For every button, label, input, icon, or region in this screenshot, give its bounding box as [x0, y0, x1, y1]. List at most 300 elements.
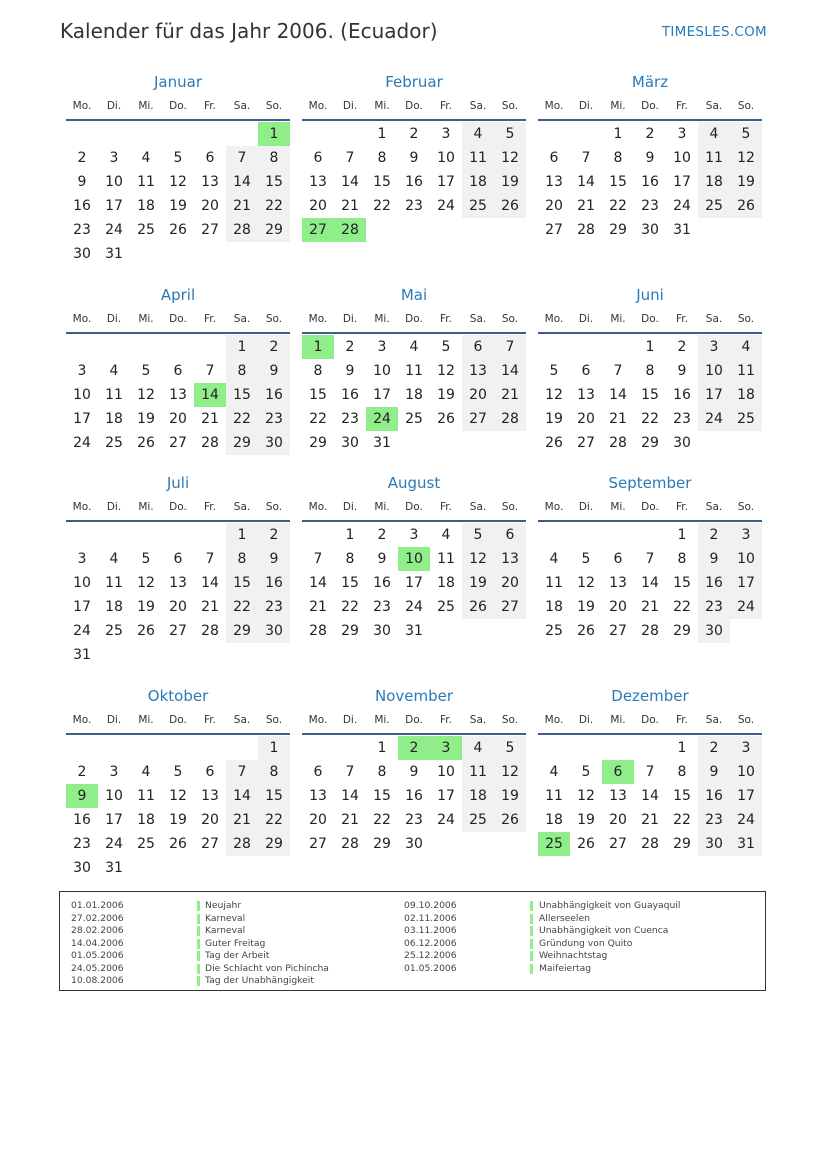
day-cell: 19	[437, 387, 455, 403]
day-cell: 13	[577, 387, 595, 403]
month-februar	[302, 71, 526, 242]
day-cell: 5	[494, 736, 526, 760]
day-cell: 19	[577, 812, 595, 828]
day-cell: 3	[730, 523, 762, 547]
day-cell: 12	[437, 363, 455, 379]
day-cell: 21	[494, 383, 526, 407]
weekday-label: Sa.	[705, 313, 723, 325]
day-cell: 6	[581, 363, 591, 379]
day-cell: 10	[437, 764, 455, 780]
day-cell: 1	[677, 740, 687, 756]
empty-cell	[226, 122, 258, 146]
weekday-label: Di.	[578, 714, 594, 726]
day-cell: 26	[137, 435, 155, 451]
day-cell: 21	[226, 194, 258, 218]
weekday-label: Mo.	[544, 714, 564, 726]
empty-cell	[334, 122, 366, 146]
day-cell: 21	[341, 198, 359, 214]
legend-holiday-name: Weihnachtstag	[539, 950, 608, 961]
weekday-label: Di.	[342, 313, 358, 325]
day-cell: 31	[73, 647, 91, 663]
day-cell: 30	[373, 623, 391, 639]
day-cell: 9	[409, 150, 419, 166]
day-cell: 19	[494, 784, 526, 808]
day-cell: 7	[613, 363, 623, 379]
legend-holiday-name: Allerseelen	[539, 912, 590, 924]
weekday-label: Di.	[342, 501, 358, 513]
day-cell: 26	[494, 194, 526, 218]
day-cell: 26	[494, 808, 526, 832]
day-cell: 17	[73, 411, 91, 427]
day-cell: 20	[462, 383, 494, 407]
day-cell: 23	[405, 198, 423, 214]
weekday-label: Mo.	[308, 501, 328, 513]
day-cell: 9	[377, 551, 387, 567]
day-cell: 25	[437, 599, 455, 615]
day-cell: 18	[137, 812, 155, 828]
empty-cell	[538, 523, 570, 547]
holiday-legend	[59, 891, 766, 991]
weekday-label: Sa.	[705, 100, 723, 112]
day-cell: 10	[437, 150, 455, 166]
weekday-label: So.	[501, 100, 519, 112]
day-cell: 21	[577, 198, 595, 214]
weekday-label: Mi.	[138, 313, 154, 325]
legend-holiday-name: Unabhängigkeit von Cuenca	[539, 925, 669, 936]
day-cell: 7	[494, 335, 526, 359]
empty-cell	[66, 736, 98, 760]
day-cell: 5	[730, 122, 762, 146]
day-grid	[66, 736, 290, 880]
day-cell: 23	[73, 836, 91, 852]
weekday-label: Do.	[641, 714, 659, 726]
day-cell: 29	[309, 435, 327, 451]
day-cell: 12	[577, 788, 595, 804]
day-cell: 2	[258, 335, 290, 359]
day-cell: 24	[105, 836, 123, 852]
day-cell: 16	[73, 198, 91, 214]
legend-date: 24.05.2006	[71, 962, 124, 974]
day-cell: 14	[609, 387, 627, 403]
holiday-marker	[530, 926, 533, 936]
legend-holiday-name: Gründung von Quito	[539, 937, 633, 949]
day-cell: 28	[577, 222, 595, 238]
holiday-marker	[530, 914, 533, 924]
weekday-header	[302, 306, 526, 334]
day-cell: 19	[577, 599, 595, 615]
empty-cell	[602, 335, 634, 359]
weekday-label: Mi.	[374, 313, 390, 325]
day-cell: 10	[105, 174, 123, 190]
day-cell: 13	[169, 575, 187, 591]
weekday-header	[302, 494, 526, 522]
day-cell: 6	[313, 150, 323, 166]
day-cell: 14	[226, 170, 258, 194]
day-cell: 11	[105, 387, 123, 403]
day-cell: 7	[645, 551, 655, 567]
day-cell: 3	[109, 150, 119, 166]
weekday-label: So.	[737, 313, 755, 325]
empty-cell	[570, 335, 602, 359]
day-cell: 28	[609, 435, 627, 451]
day-cell: 29	[226, 619, 258, 643]
empty-cell	[602, 523, 634, 547]
legend-holiday-name: Guter Freitag	[205, 937, 266, 949]
day-cell: 16	[673, 387, 691, 403]
legend-date: 03.11.2006	[404, 925, 457, 936]
legend-date: 10.08.2006	[71, 975, 124, 986]
day-cell: 18	[105, 411, 123, 427]
day-cell: 12	[462, 547, 494, 571]
day-cell: 29	[258, 218, 290, 242]
day-cell: 24	[437, 198, 455, 214]
day-cell: 1	[377, 126, 387, 142]
day-cell: 1	[677, 527, 687, 543]
day-cell: 26	[169, 222, 187, 238]
day-cell: 27	[169, 435, 187, 451]
weekday-label: Do.	[405, 501, 423, 513]
day-cell: 8	[613, 150, 623, 166]
day-cell: 5	[462, 523, 494, 547]
day-grid	[538, 736, 762, 856]
holiday-marker	[197, 951, 200, 961]
weekday-label: Sa.	[233, 501, 251, 513]
day-cell: 30	[73, 860, 91, 876]
day-grid	[302, 736, 526, 856]
weekday-label: Mi.	[610, 100, 626, 112]
legend-date: 01.01.2006	[71, 900, 124, 911]
day-cell: 14	[577, 174, 595, 190]
day-cell: 11	[405, 363, 423, 379]
day-cell: 22	[226, 595, 258, 619]
day-cell: 22	[609, 198, 627, 214]
legend-holiday-name: Tag der Unabhängigkeit	[205, 975, 314, 986]
weekday-label: Fr.	[440, 714, 452, 726]
day-cell: 4	[141, 764, 151, 780]
day-cell: 23	[405, 812, 423, 828]
day-cell: 6	[613, 551, 623, 567]
weekday-label: Mi.	[610, 714, 626, 726]
weekday-label: Di.	[578, 100, 594, 112]
day-cell: 21	[201, 599, 219, 615]
day-cell: 7	[205, 551, 215, 567]
weekday-header	[66, 707, 290, 735]
day-cell: 11	[545, 575, 563, 591]
day-cell: 22	[673, 812, 691, 828]
empty-cell	[570, 122, 602, 146]
day-cell: 12	[137, 387, 155, 403]
day-cell: 15	[673, 788, 691, 804]
legend-holiday-name: Neujahr	[205, 900, 242, 911]
weekday-header	[538, 93, 762, 121]
day-cell: 8	[645, 363, 655, 379]
day-cell: 29	[226, 431, 258, 455]
day-cell: 30	[405, 836, 423, 852]
day-cell: 7	[226, 760, 258, 784]
day-cell: 8	[345, 551, 355, 567]
month-name: April	[160, 286, 196, 304]
empty-cell	[302, 122, 334, 146]
day-grid	[538, 523, 762, 643]
weekday-label: Mi.	[138, 714, 154, 726]
day-cell: 8	[258, 760, 290, 784]
site-link[interactable]: TIMESLES.COM	[661, 24, 767, 40]
day-cell: 13	[462, 359, 494, 383]
day-cell: 30	[698, 832, 730, 856]
weekday-label: Sa.	[233, 100, 251, 112]
day-cell: 13	[169, 387, 187, 403]
day-cell: 7	[345, 150, 355, 166]
day-cell: 25	[105, 435, 123, 451]
day-cell: 7	[205, 363, 215, 379]
day-cell: 3	[409, 527, 419, 543]
month-name: Juli	[166, 474, 190, 492]
weekday-label: Fr.	[204, 501, 216, 513]
holiday-day-cell: 1	[258, 122, 290, 146]
weekday-label: Mi.	[138, 501, 154, 513]
day-cell: 20	[609, 599, 627, 615]
weekday-label: Do.	[405, 100, 423, 112]
day-cell: 10	[730, 760, 762, 784]
day-cell: 2	[698, 736, 730, 760]
day-cell: 17	[698, 383, 730, 407]
day-cell: 4	[141, 150, 151, 166]
day-cell: 2	[77, 150, 87, 166]
day-cell: 30	[258, 431, 290, 455]
day-cell: 14	[201, 575, 219, 591]
day-cell: 11	[545, 788, 563, 804]
day-cell: 15	[341, 575, 359, 591]
day-cell: 27	[201, 222, 219, 238]
day-cell: 23	[73, 222, 91, 238]
day-cell: 5	[141, 551, 151, 567]
day-cell: 25	[462, 808, 494, 832]
day-cell: 6	[205, 764, 215, 780]
weekday-label: Mi.	[374, 501, 390, 513]
weekday-label: Sa.	[233, 313, 251, 325]
day-cell: 9	[345, 363, 355, 379]
day-cell: 14	[494, 359, 526, 383]
weekday-header	[66, 494, 290, 522]
day-cell: 23	[258, 407, 290, 431]
weekday-header	[538, 707, 762, 735]
day-cell: 17	[73, 599, 91, 615]
day-cell: 25	[545, 623, 563, 639]
day-cell: 5	[581, 551, 591, 567]
day-cell: 18	[545, 599, 563, 615]
empty-cell	[602, 736, 634, 760]
empty-cell	[334, 736, 366, 760]
day-cell: 22	[226, 407, 258, 431]
weekday-label: Fr.	[676, 714, 688, 726]
day-cell: 9	[258, 547, 290, 571]
day-cell: 11	[698, 146, 730, 170]
day-cell: 11	[137, 788, 155, 804]
day-cell: 7	[581, 150, 591, 166]
day-cell: 27	[169, 623, 187, 639]
day-grid	[66, 335, 290, 455]
weekday-label: Mo.	[308, 100, 328, 112]
holiday-marker	[197, 964, 200, 974]
weekday-label: Do.	[641, 100, 659, 112]
weekday-label: Do.	[641, 501, 659, 513]
holiday-marker	[197, 926, 200, 936]
weekday-label: So.	[737, 714, 755, 726]
day-cell: 9	[698, 547, 730, 571]
empty-cell	[194, 736, 226, 760]
day-cell: 9	[645, 150, 655, 166]
day-cell: 4	[109, 363, 119, 379]
day-cell: 27	[309, 836, 327, 852]
month-märz	[538, 71, 762, 242]
weekday-label: Fr.	[204, 714, 216, 726]
month-name: Juni	[636, 286, 664, 304]
weekday-label: So.	[737, 501, 755, 513]
day-cell: 21	[609, 411, 627, 427]
day-cell: 12	[169, 174, 187, 190]
weekday-label: Fr.	[440, 313, 452, 325]
month-september	[538, 472, 762, 643]
day-cell: 10	[105, 788, 123, 804]
day-cell: 13	[201, 788, 219, 804]
empty-cell	[130, 122, 162, 146]
day-cell: 2	[677, 339, 687, 355]
day-cell: 8	[226, 359, 258, 383]
holiday-day-cell: 1	[302, 335, 334, 359]
day-cell: 30	[698, 619, 730, 643]
day-cell: 22	[341, 599, 359, 615]
day-cell: 19	[462, 571, 494, 595]
weekday-label: Do.	[169, 313, 187, 325]
month-name: Januar	[154, 73, 202, 91]
day-cell: 5	[494, 122, 526, 146]
day-cell: 15	[258, 784, 290, 808]
day-cell: 17	[105, 812, 123, 828]
day-cell: 9	[698, 760, 730, 784]
day-cell: 22	[258, 194, 290, 218]
day-cell: 8	[677, 764, 687, 780]
weekday-label: Mo.	[72, 714, 92, 726]
day-cell: 8	[677, 551, 687, 567]
day-cell: 10	[73, 387, 91, 403]
weekday-label: Mo.	[72, 501, 92, 513]
day-cell: 2	[698, 523, 730, 547]
day-cell: 18	[545, 812, 563, 828]
month-oktober	[66, 685, 290, 880]
day-cell: 13	[609, 575, 627, 591]
day-cell: 27	[609, 623, 627, 639]
day-cell: 9	[77, 174, 87, 190]
day-cell: 12	[494, 760, 526, 784]
day-cell: 21	[641, 599, 659, 615]
day-cell: 18	[105, 599, 123, 615]
day-cell: 14	[641, 788, 659, 804]
empty-cell	[66, 523, 98, 547]
day-cell: 2	[345, 339, 355, 355]
weekday-label: Di.	[342, 100, 358, 112]
day-cell: 16	[341, 387, 359, 403]
day-cell: 30	[673, 435, 691, 451]
day-cell: 15	[373, 788, 391, 804]
day-cell: 10	[673, 150, 691, 166]
legend-date: 25.12.2006	[404, 950, 457, 961]
day-cell: 17	[437, 788, 455, 804]
day-cell: 12	[545, 387, 563, 403]
day-cell: 15	[258, 170, 290, 194]
day-cell: 27	[462, 407, 494, 431]
day-cell: 16	[698, 571, 730, 595]
day-cell: 5	[441, 339, 451, 355]
weekday-label: Sa.	[469, 100, 487, 112]
day-cell: 21	[341, 812, 359, 828]
month-november	[302, 685, 526, 856]
weekday-label: Do.	[641, 313, 659, 325]
weekday-label: Do.	[405, 313, 423, 325]
day-cell: 31	[673, 222, 691, 238]
empty-cell	[98, 523, 130, 547]
day-cell: 23	[673, 411, 691, 427]
day-cell: 6	[205, 150, 215, 166]
day-cell: 11	[730, 359, 762, 383]
day-cell: 8	[226, 547, 258, 571]
day-cell: 27	[545, 222, 563, 238]
day-cell: 24	[730, 808, 762, 832]
legend-date: 06.12.2006	[404, 937, 457, 949]
day-cell: 20	[169, 411, 187, 427]
month-name: September	[608, 474, 692, 492]
day-cell: 19	[137, 599, 155, 615]
day-cell: 3	[730, 736, 762, 760]
day-cell: 1	[377, 740, 387, 756]
legend-holiday-name: Karneval	[205, 912, 246, 924]
day-cell: 4	[462, 122, 494, 146]
day-cell: 15	[609, 174, 627, 190]
legend-date: 14.04.2006	[71, 937, 124, 949]
holiday-marker	[530, 964, 533, 974]
weekday-label: Mo.	[308, 714, 328, 726]
day-cell: 3	[77, 551, 87, 567]
day-cell: 25	[462, 194, 494, 218]
day-cell: 6	[462, 335, 494, 359]
holiday-marker	[530, 939, 533, 949]
day-cell: 18	[730, 383, 762, 407]
day-cell: 26	[577, 836, 595, 852]
weekday-label: Mo.	[544, 100, 564, 112]
day-cell: 5	[549, 363, 559, 379]
weekday-label: Sa.	[705, 714, 723, 726]
legend-date: 01.05.2006	[404, 962, 457, 974]
empty-cell	[570, 523, 602, 547]
day-cell: 14	[226, 784, 258, 808]
day-cell: 20	[577, 411, 595, 427]
holiday-marker	[530, 901, 533, 911]
day-cell: 2	[377, 527, 387, 543]
weekday-label: Do.	[169, 714, 187, 726]
day-cell: 17	[105, 198, 123, 214]
day-cell: 25	[698, 194, 730, 218]
legend-date: 01.05.2006	[71, 950, 124, 961]
empty-cell	[194, 122, 226, 146]
empty-cell	[98, 122, 130, 146]
day-cell: 2	[409, 126, 419, 142]
holiday-day-cell: 10	[398, 547, 430, 571]
month-juni	[538, 284, 762, 455]
day-cell: 16	[73, 812, 91, 828]
empty-cell	[66, 335, 98, 359]
month-august	[302, 472, 526, 643]
day-grid	[302, 523, 526, 643]
day-cell: 23	[698, 595, 730, 619]
